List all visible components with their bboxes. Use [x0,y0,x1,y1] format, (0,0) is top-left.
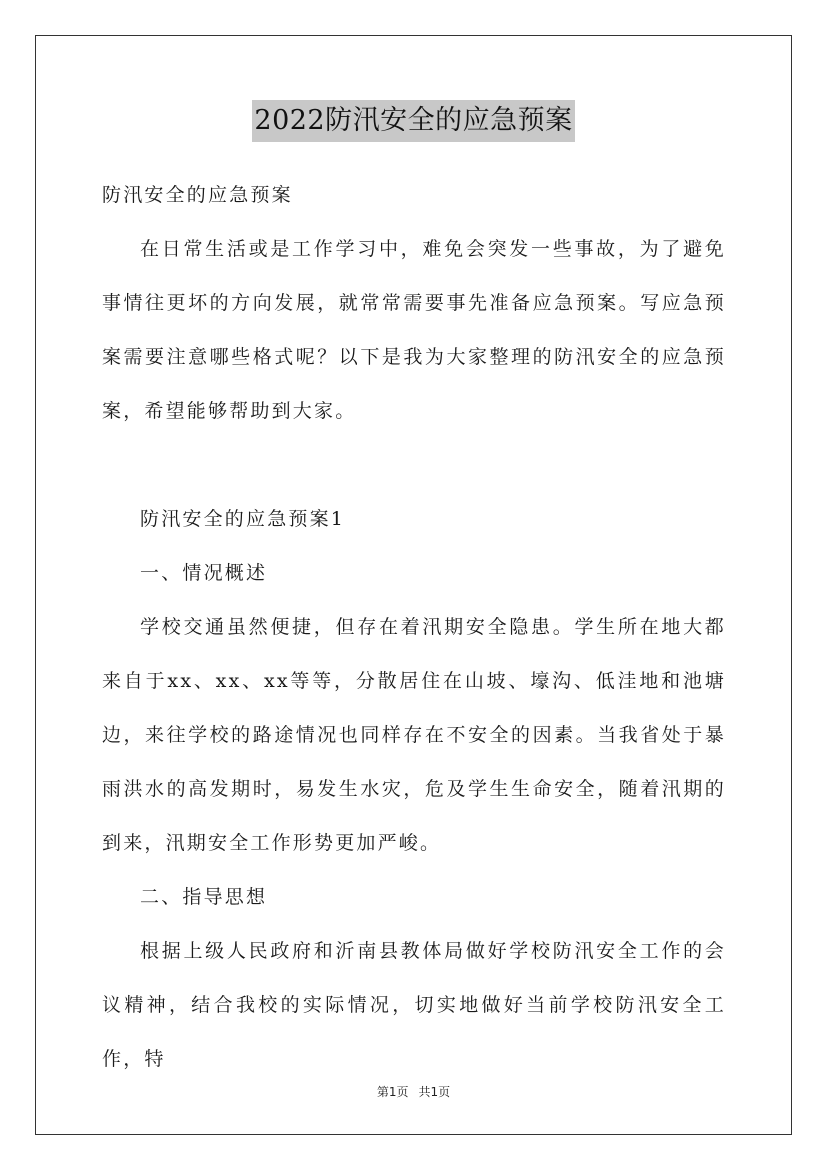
subtitle: 防汛安全的应急预案 [102,184,293,206]
heading-overview: 一、情况概述 [140,562,268,584]
guiding-thought-paragraph: 根据上级人民政府和沂南县教体局做好学校防汛安全工作的会议精神，结合我校的实际情况，切实地做好当前学校防汛安全工作，特 [102,940,726,1070]
intro-paragraph: 在日常生活或是工作学习中，难免会突发一些事故，为了避免事情往更坏的方向发展，就常常需要事先准备应急预案。写应急预案需要注意哪些格式呢？以下是我为大家整理的防汛安全的应急预案，希望能够帮助到大家。 [102,238,726,422]
page-footer [0,1083,827,1100]
blank-line [102,438,726,492]
page-total: 共1页 [418,1085,451,1099]
heading-guiding-thought: 二、指导思想 [140,886,268,908]
title-block [0,100,827,142]
section-title: 防汛安全的应急预案1 [140,508,346,530]
document-body [102,168,726,1086]
document-title: 2022防汛安全的应急预案 [252,100,574,142]
page-number: 第1页 [376,1085,409,1099]
overview-paragraph: 学校交通虽然便捷，但存在着汛期安全隐患。学生所在地大都来自于xx、xx、xx等等，分散居住在山坡、壕沟、低洼地和池塘边，来往学校的路途情况也同样存在不安全的因素。当我省处于暴雨洪水的高发期时，易发生水灾，危及学生生命安全，随着汛期的到来，汛期安全工作形势更加严峻。 [102,616,726,854]
